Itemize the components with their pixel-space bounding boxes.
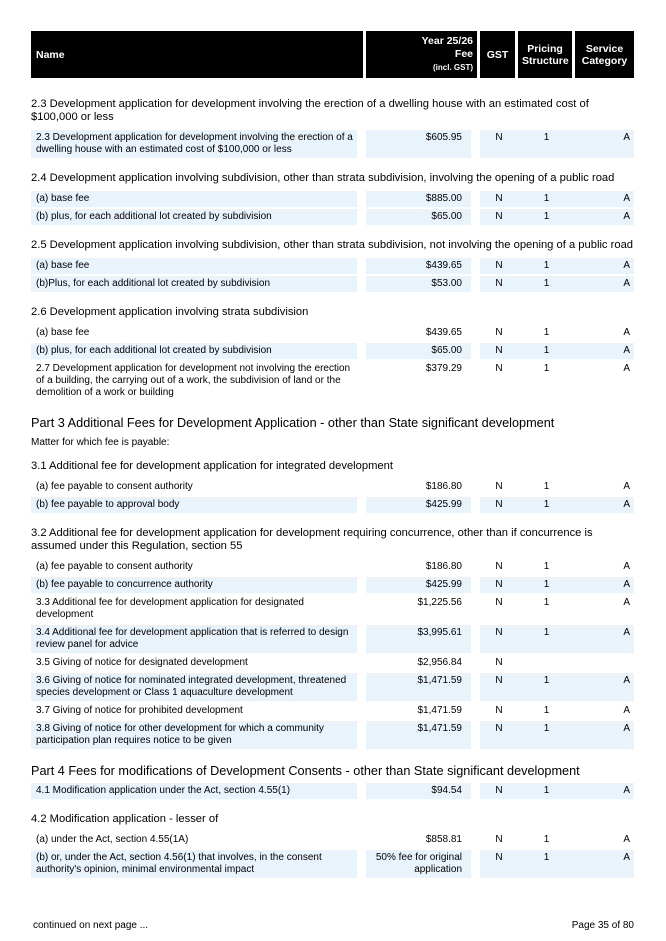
row-fee: $53.00 <box>366 276 480 294</box>
row-service-category: A <box>575 721 634 751</box>
section-heading <box>31 294 634 325</box>
table-row <box>31 559 634 577</box>
fee-schedule-page <box>31 31 634 880</box>
row-service-category: A <box>575 850 634 880</box>
section-heading <box>31 78 634 130</box>
row-name: (a) under the Act, section 4.55(1A) <box>31 832 366 850</box>
row-name: (a) base fee <box>31 191 366 209</box>
part-heading <box>31 751 634 783</box>
row-name: 2.7 Development application for development not involving the erection of a building, the carrying out of a work, the subdivision of land or the demolition of a work or building <box>31 361 366 403</box>
table-row <box>31 130 634 160</box>
row-gst: N <box>480 673 518 703</box>
row-fee: $65.00 <box>366 209 480 227</box>
table-row <box>31 343 634 361</box>
row-pricing-structure: 1 <box>518 850 575 880</box>
row-gst: N <box>480 258 518 276</box>
row-fee: $425.99 <box>366 577 480 595</box>
fee-table <box>31 31 634 880</box>
table-row <box>31 479 634 497</box>
row-pricing-structure: 1 <box>518 577 575 595</box>
part-heading <box>31 403 634 435</box>
row-name: (b) or, under the Act, section 4.56(1) that involves, in the consent authority's opinion, minimal environmental impact <box>31 850 366 880</box>
row-pricing-structure: 1 <box>518 276 575 294</box>
section-heading <box>31 515 634 559</box>
table-row <box>31 703 634 721</box>
row-name: (b) plus, for each additional lot created by subdivision <box>31 343 366 361</box>
row-fee: $439.65 <box>366 325 480 343</box>
row-gst: N <box>480 577 518 595</box>
row-fee: $1,225.56 <box>366 595 480 625</box>
header-gst: GST <box>480 31 518 78</box>
row-name: (a) fee payable to consent authority <box>31 479 366 497</box>
row-gst: N <box>480 559 518 577</box>
row-service-category: A <box>575 361 634 403</box>
row-fee: $3,995.61 <box>366 625 480 655</box>
row-service-category <box>575 655 634 673</box>
row-pricing-structure: 1 <box>518 703 575 721</box>
section-heading <box>31 160 634 191</box>
row-fee: $2,956.84 <box>366 655 480 673</box>
note-row <box>31 435 634 458</box>
table-row <box>31 595 634 625</box>
section-2-6-title: 2.6 Development application involving strata subdivision <box>31 294 634 325</box>
section-2-5-title: 2.5 Development application involving subdivision, other than strata subdivision, not involving the opening of a public road <box>31 227 634 258</box>
row-service-category: A <box>575 130 634 160</box>
table-header <box>31 31 634 78</box>
row-fee: $425.99 <box>366 497 480 515</box>
section-heading <box>31 458 634 479</box>
header-pricing-structure <box>518 31 575 78</box>
row-fee: $379.29 <box>366 361 480 403</box>
row-service-category: A <box>575 783 634 801</box>
header-service-line2: Category <box>581 54 628 67</box>
continued-note: continued on next page ... <box>33 920 149 931</box>
part-3-title: Part 3 Additional Fees for Development Application - other than State significant development <box>31 416 555 430</box>
header-fee <box>366 31 480 78</box>
section-4-2-title: 4.2 Modification application - lesser of <box>31 801 634 832</box>
row-pricing-structure: 1 <box>518 479 575 497</box>
row-pricing-structure: 1 <box>518 325 575 343</box>
row-name: 3.5 Giving of notice for designated development <box>31 655 366 673</box>
row-pricing-structure: 1 <box>518 361 575 403</box>
page-number: Page 35 of 80 <box>571 920 634 931</box>
row-gst: N <box>480 625 518 655</box>
row-service-category: A <box>575 832 634 850</box>
row-pricing-structure: 1 <box>518 832 575 850</box>
row-service-category: A <box>575 595 634 625</box>
section-heading <box>31 227 634 258</box>
row-fee: $1,471.59 <box>366 703 480 721</box>
header-pricing-line1: Pricing <box>527 42 563 55</box>
row-gst: N <box>480 850 518 880</box>
row-pricing-structure: 1 <box>518 497 575 515</box>
header-name: Name <box>31 31 366 78</box>
row-name: 2.3 Development application for development involving the erection of a dwelling house with an estimated cost of $100,000 or less <box>31 130 366 160</box>
row-name: 3.3 Additional fee for development application for designated development <box>31 595 366 625</box>
row-service-category: A <box>575 703 634 721</box>
row-pricing-structure <box>518 655 575 673</box>
row-pricing-structure: 1 <box>518 783 575 801</box>
row-name: 4.1 Modification application under the Act, section 4.55(1) <box>31 783 366 801</box>
row-name: 3.6 Giving of notice for nominated integrated development, threatened species development or Class 1 aquaculture development <box>31 673 366 703</box>
section-3-2-title: 3.2 Additional fee for development application for development requiring concurrence, other than if concurrence is assumed under this Regulation, section 55 <box>31 515 634 559</box>
table-row <box>31 325 634 343</box>
header-fee-line3: (incl. GST) <box>433 63 473 72</box>
row-fee: $65.00 <box>366 343 480 361</box>
row-gst: N <box>480 479 518 497</box>
table-row <box>31 191 634 209</box>
table-row <box>31 655 634 673</box>
row-pricing-structure: 1 <box>518 559 575 577</box>
row-service-category: A <box>575 497 634 515</box>
row-gst: N <box>480 832 518 850</box>
table-row <box>31 850 634 880</box>
row-gst: N <box>480 361 518 403</box>
row-name: 3.4 Additional fee for development application that is referred to design review panel for advice <box>31 625 366 655</box>
row-service-category: A <box>575 479 634 497</box>
row-fee: 50% fee for original application <box>366 850 480 880</box>
table-row <box>31 783 634 801</box>
table-row <box>31 577 634 595</box>
section-3-1-title: 3.1 Additional fee for development application for integrated development <box>31 458 634 479</box>
table-row <box>31 497 634 515</box>
row-name: (b)Plus, for each additional lot created by subdivision <box>31 276 366 294</box>
row-fee: $439.65 <box>366 258 480 276</box>
row-name: (a) base fee <box>31 258 366 276</box>
row-gst: N <box>480 783 518 801</box>
row-gst: N <box>480 595 518 625</box>
row-fee: $186.80 <box>366 559 480 577</box>
row-pricing-structure: 1 <box>518 721 575 751</box>
row-pricing-structure: 1 <box>518 191 575 209</box>
header-fee-line2: Fee <box>454 48 473 60</box>
table-row <box>31 673 634 703</box>
row-service-category: A <box>575 343 634 361</box>
header-service-category <box>575 31 634 78</box>
row-service-category: A <box>575 191 634 209</box>
row-pricing-structure: 1 <box>518 209 575 227</box>
row-name: (b) plus, for each additional lot created by subdivision <box>31 209 366 227</box>
row-gst: N <box>480 703 518 721</box>
row-gst: N <box>480 343 518 361</box>
section-heading <box>31 801 634 832</box>
header-service-line1: Service <box>585 42 624 55</box>
row-gst: N <box>480 655 518 673</box>
row-gst: N <box>480 130 518 160</box>
row-service-category: A <box>575 258 634 276</box>
row-pricing-structure: 1 <box>518 673 575 703</box>
section-2-4-title: 2.4 Development application involving subdivision, other than strata subdivision, involving the opening of a public road <box>31 160 634 191</box>
row-fee: $605.95 <box>366 130 480 160</box>
row-service-category: A <box>575 577 634 595</box>
row-name: (a) fee payable to consent authority <box>31 559 366 577</box>
row-service-category: A <box>575 625 634 655</box>
row-service-category: A <box>575 276 634 294</box>
row-pricing-structure: 1 <box>518 258 575 276</box>
row-pricing-structure: 1 <box>518 625 575 655</box>
row-gst: N <box>480 721 518 751</box>
row-gst: N <box>480 209 518 227</box>
table-row <box>31 258 634 276</box>
row-fee: $1,471.59 <box>366 721 480 751</box>
table-row <box>31 361 634 403</box>
row-fee: $885.00 <box>366 191 480 209</box>
row-gst: N <box>480 276 518 294</box>
row-service-category: A <box>575 559 634 577</box>
table-row <box>31 276 634 294</box>
table-row <box>31 832 634 850</box>
matter-note: Matter for which fee is payable: <box>31 437 170 448</box>
row-name: (b) fee payable to concurrence authority <box>31 577 366 595</box>
row-name: 3.7 Giving of notice for prohibited development <box>31 703 366 721</box>
part-4-title: Part 4 Fees for modifications of Development Consents - other than State significant development <box>31 764 580 778</box>
table-row <box>31 625 634 655</box>
row-service-category: A <box>575 325 634 343</box>
section-2-3-title: 2.3 Development application for development involving the erection of a dwelling house with an estimated cost of $100,000 or less <box>31 78 634 130</box>
row-fee: $186.80 <box>366 479 480 497</box>
row-pricing-structure: 1 <box>518 130 575 160</box>
row-name: (b) fee payable to approval body <box>31 497 366 515</box>
row-pricing-structure: 1 <box>518 343 575 361</box>
row-gst: N <box>480 497 518 515</box>
header-fee-line1: Year 25/26 <box>421 35 473 47</box>
row-name: (a) base fee <box>31 325 366 343</box>
table-row <box>31 721 634 751</box>
row-gst: N <box>480 191 518 209</box>
table-row <box>31 209 634 227</box>
header-pricing-line2: Structure <box>522 54 569 67</box>
row-fee: $858.81 <box>366 832 480 850</box>
row-gst: N <box>480 325 518 343</box>
row-fee: $1,471.59 <box>366 673 480 703</box>
row-name: 3.8 Giving of notice for other development for which a community participation plan requires notice to be given <box>31 721 366 751</box>
row-fee: $94.54 <box>366 783 480 801</box>
row-pricing-structure: 1 <box>518 595 575 625</box>
row-service-category: A <box>575 209 634 227</box>
row-service-category: A <box>575 673 634 703</box>
